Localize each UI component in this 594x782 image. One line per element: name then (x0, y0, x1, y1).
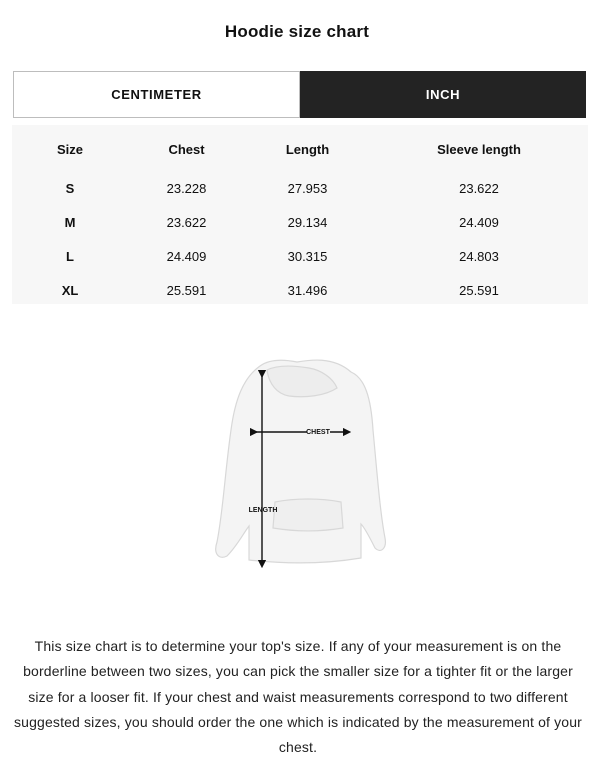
page-title: Hoodie size chart (224, 22, 370, 41)
sleeve-cell: 23.622 (459, 180, 499, 196)
table-row (12, 239, 588, 273)
header-sleeve-length: Sleeve length (437, 141, 521, 157)
hoodie-shape (216, 360, 386, 563)
sleeve-cell: 24.803 (459, 248, 499, 264)
length-cell: 27.953 (287, 180, 328, 196)
chest-label: CHEST (306, 429, 330, 436)
size-chart-description: This size chart is to determine your top's size. If any of your measurement is on the borderline between two sizes, you can pick the smaller size for a tighter fit or the larger size for a looser fit. If your chest and waist measurements correspond to two different suggested sizes, you should order the one which is indicated by the measurement of your chest. (14, 638, 582, 756)
length-cell: 30.315 (287, 248, 328, 264)
size-cell: L (66, 248, 74, 264)
table-header-row (12, 125, 588, 171)
tab-centimeter[interactable]: CENTIMETER (13, 71, 300, 118)
header-length: Length (285, 141, 330, 157)
hoodie-icon (205, 352, 395, 574)
header-size: Size (56, 141, 83, 157)
hoodie-measurement-illustration (205, 352, 395, 574)
sleeve-cell: 25.591 (459, 282, 499, 298)
table-row (12, 273, 588, 307)
size-cell: M (64, 214, 76, 230)
length-cell: 31.496 (287, 282, 328, 298)
size-cell: S (65, 180, 75, 196)
length-cell: 29.134 (287, 214, 328, 230)
table-row (12, 171, 588, 205)
table-row (12, 205, 588, 239)
chest-cell: 23.622 (166, 214, 207, 230)
chest-cell: 24.409 (166, 248, 207, 264)
header-chest: Chest (168, 141, 205, 157)
tab-inch[interactable]: INCH (300, 71, 586, 118)
chest-cell: 23.228 (166, 180, 207, 196)
size-cell: XL (61, 282, 79, 298)
chest-cell: 25.591 (166, 282, 207, 298)
length-label: LENGTH (248, 507, 278, 514)
unit-tabs (13, 71, 586, 118)
size-table (12, 125, 588, 304)
sleeve-cell: 24.409 (459, 214, 499, 230)
